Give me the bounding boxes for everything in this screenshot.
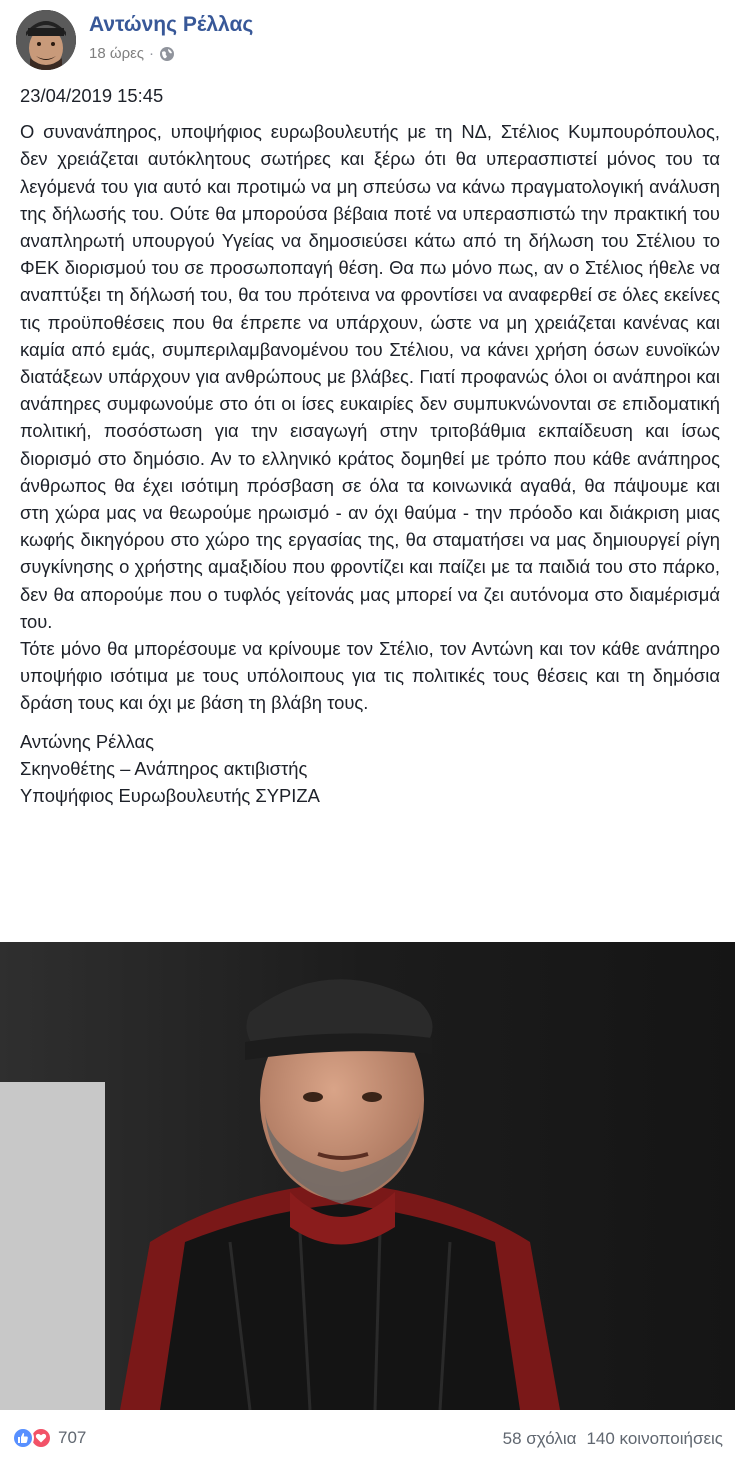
post-time-link[interactable]: 18 ώρες	[89, 45, 145, 62]
avatar[interactable]	[16, 10, 76, 70]
reactions-summary[interactable]	[12, 1427, 86, 1449]
author-name-link[interactable]: Αντώνης Ρέλλας	[89, 13, 254, 36]
post-header	[16, 10, 716, 70]
post-meta	[89, 45, 175, 62]
post-footer	[0, 1410, 735, 1460]
signature-role: Σκηνοθέτης – Ανάπηρος ακτιβιστής	[20, 757, 308, 779]
signature-name: Αντώνης Ρέλλας	[20, 730, 154, 752]
post-date: 23/04/2019 15:45	[20, 85, 164, 106]
shares-count-link[interactable]: 140 κοινοποιήσεις	[586, 1429, 723, 1448]
like-icon	[12, 1427, 34, 1449]
post-paragraph-second: Τότε μόνο θα μπορέσουμε να κρίνουμε τον Στέλιο, τον Αντώνη και τον κάθε ανάπηρο υποψήφιο ισότιμα με τους υπόλοιπους για τις πολιτικές τους θέσεις και τη δημόσια δράση τους και όχι με βάση τη βλάβη τους.	[20, 638, 720, 714]
post-stats	[503, 1429, 723, 1449]
globe-icon[interactable]	[159, 46, 175, 62]
reactions-count: 707	[58, 1428, 87, 1447]
post-photo[interactable]	[0, 942, 735, 1410]
comments-count-link[interactable]: 58 σχόλια	[502, 1429, 577, 1448]
post-paragraph-main: Ο συνανάπηρος, υποψήφιος ευρωβουλευτής με τη ΝΔ, Στέλιος Κυμπουρόπουλος, δεν χρειάζεται αυτόκλητους σωτήρες και ξέρω ότι θα υπερασπιστεί μόνος του τα λεγόμενά του για αυτό και προτιμώ να μη σπεύσω να κάνω πραγματολογική ανάλυση της δήλωσής του. Ούτε θα μπορούσα βέβαια ποτέ να υπερασπιστώ την πρακτική του αναπληρωτή υπουργού Υγείας να δημοσιεύσει κάτω από τη δήλωση του Στέλιου το ΦΕΚ διορισμού του σε προσωποπαγή θέση. Θα πω μόνο πως, αν ο Στέλιος ήθελε να αναπτύξει τη δήλωσή του, θα του πρότεινα να φροντίσει να αναφερθεί σε όλες εκείνες τις προϋποθέσεις που θα έπρεπε να υπάρχουν, ώστε να μη χρειάζεται κανένας και καμία από εμάς, συμπεριλαμβανομένου του Στέλιου, να κάνει χρήση όσων ευνοϊκών διατάξεων υπάρχουν για ανθρώπους με βλάβες. Γιατί προφανώς όλοι οι ανάπηροι και ανάπηρες συμφωνούμε στο ότι οι ίσες ευκαιρίες δεν συμπυκνώνονται σε επιδοματική πολιτική, ποσόστωση για την εισαγωγή στην τριτοβάθμια εκπαίδευση και ίσως διορισμό στο δημόσιο. Αν το ελληνικό κράτος δομηθεί με τρόπο που κάθε ανάπηρος άνθρωπος θα έχει ισότιμη πρόσβαση σε όλα τα κοινωνικά αγαθά, θα πάψουμε και στη χώρα μας να θεωρούμε ηρωισμό - αν όχι θαύμα - την πρόοδο και διάκριση μιας κωφής δικηγόρου στο χώρο της εργασίας της, θα σταματήσει να μας δημιουργεί ρίγη συγκίνησης ο χρήστης αμαξιδίου που φροντίζει και παίζει με τα παιδιά του στο πάρκο, δεν θα απορούμε που ο τυφλός γείτονάς μας μπορεί να ζει αυτόνομα στο διαμέρισμά του.	[20, 121, 720, 632]
meta-separator: ·	[149, 45, 155, 62]
signature-candidacy: Υποψήφιος Ευρωβουλευτής ΣΥΡΙΖΑ	[20, 785, 320, 807]
post-text	[20, 82, 720, 809]
